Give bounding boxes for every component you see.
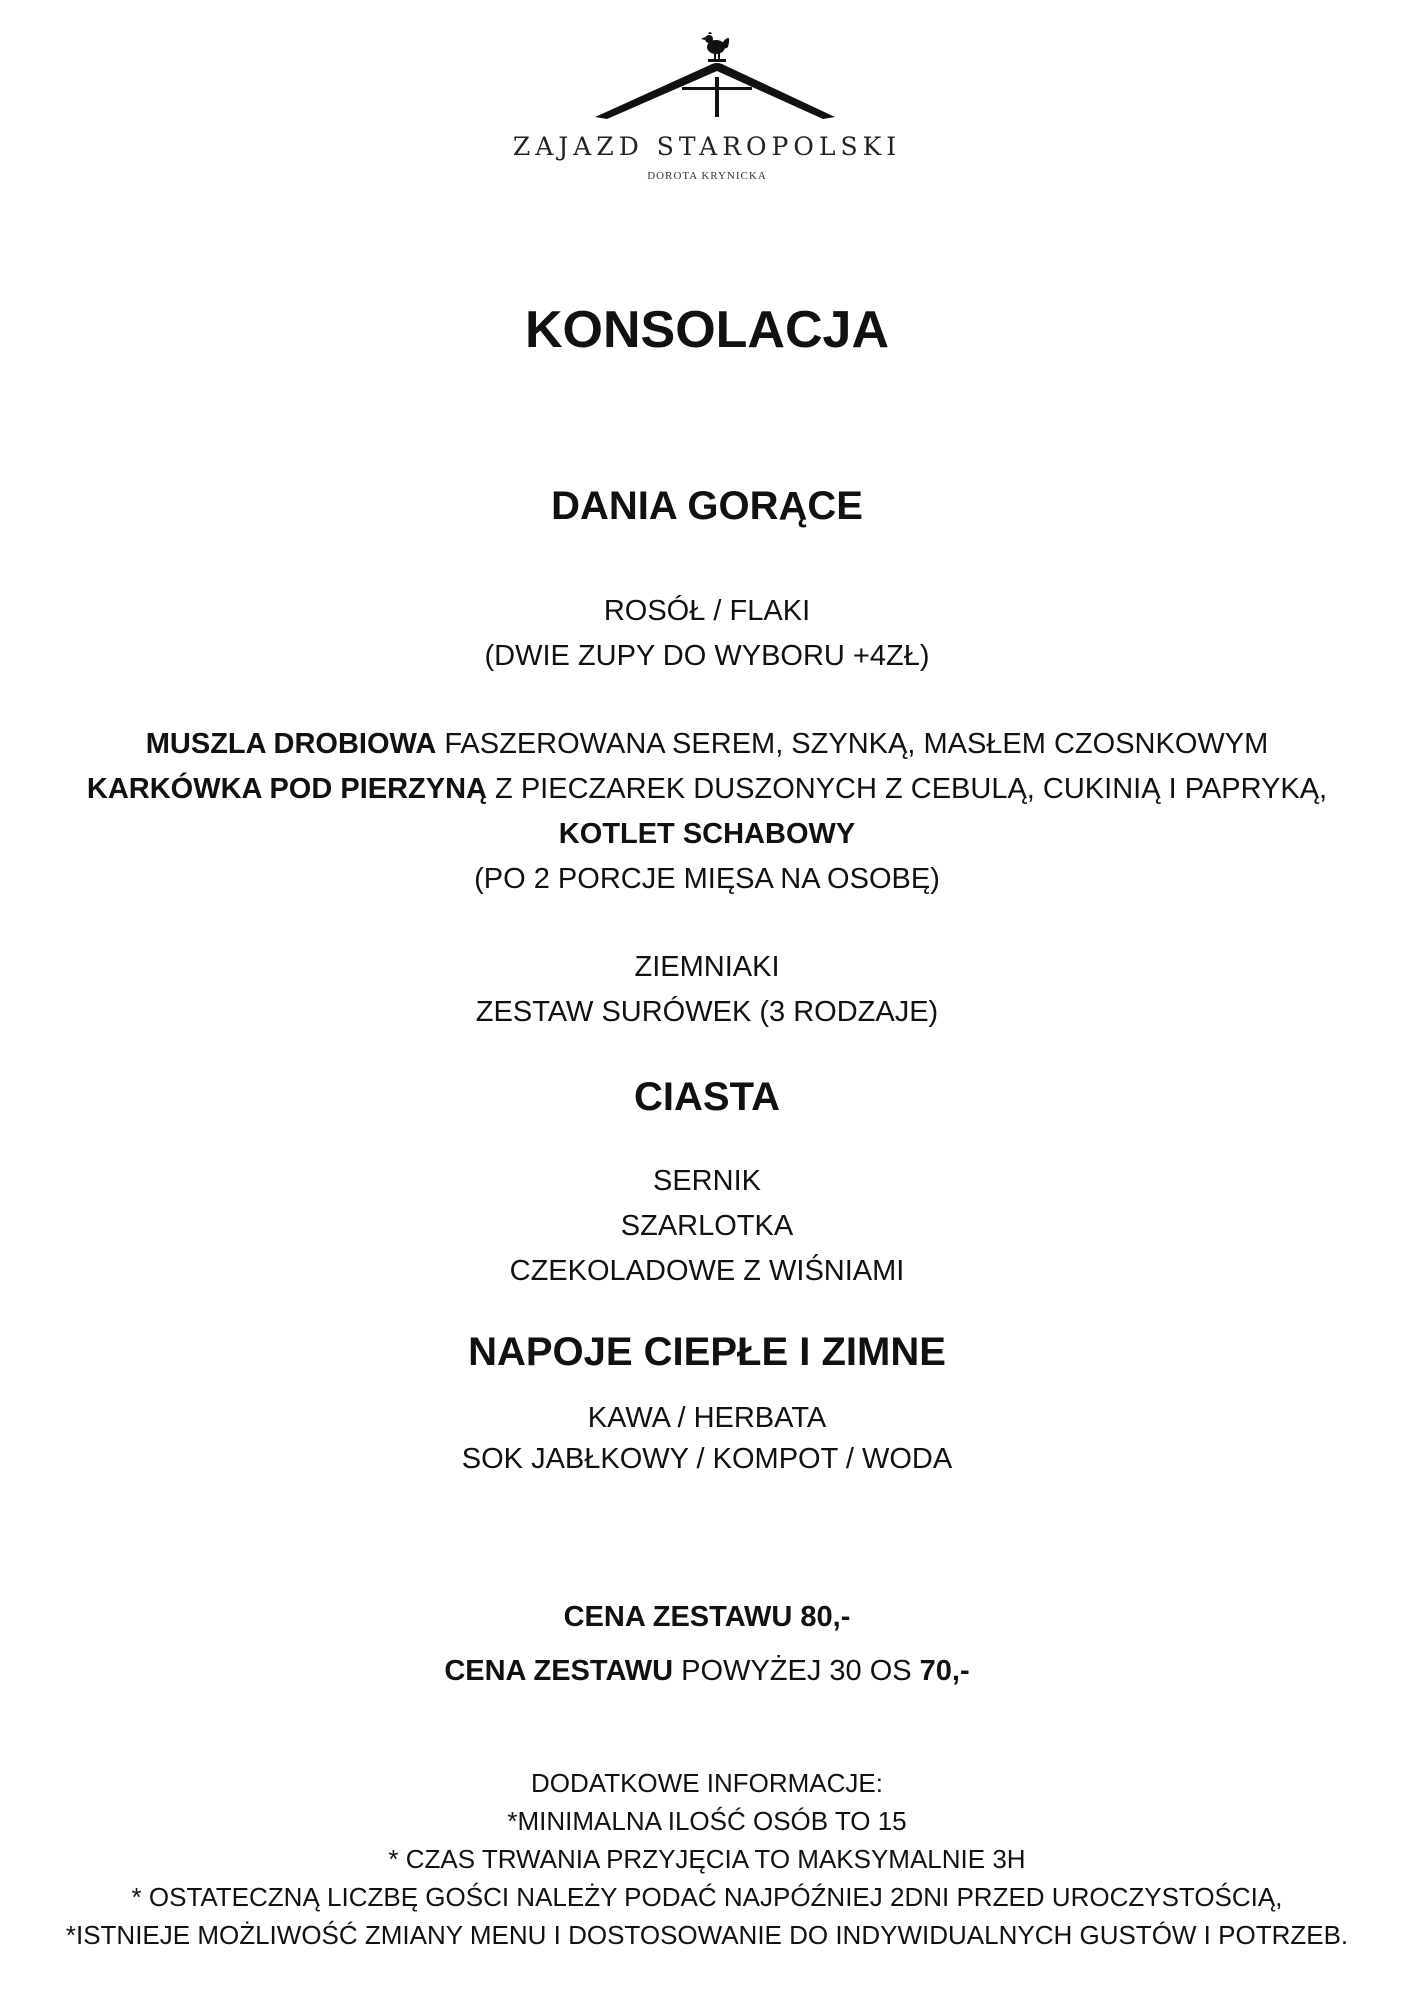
cake-item: SERNIK [653,1165,761,1197]
drinks-heading: NAPOJE CIEPŁE I ZIMNE [468,1330,946,1374]
price-line-1: CENA ZESTAWU 80,- [563,1601,851,1633]
side-dish-2: ZESTAW SURÓWEK (3 RODZAJE) [475,996,939,1028]
price-line-2 [0,1651,1414,1691]
soups-note: (DWIE ZUPY DO WYBORU +4ZŁ) [484,640,930,672]
drink-item: KAWA / HERBATA [587,1402,827,1434]
cake-item: CZEKOLADOWE Z WIŚNIAMI [509,1255,905,1287]
brand-owner: DOROTA KRYNICKA [647,170,767,182]
logo [0,20,1414,190]
info-item: *ISTNIEJE MOŻLIWOŚĆ ZMIANY MENU I DOSTOSOWANIE DO INDYWIDUALNYCH GUSTÓW I POTRZEB. [65,1920,1349,1950]
dish-line-1 [0,724,1414,764]
dish2-desc: Z PIECZAREK DUSZONYCH Z CEBULĄ, CUKINIĄ I PAPRYKĄ, [487,773,1328,805]
rooster-roof-icon [590,25,840,125]
dish-line-2 [0,769,1414,809]
price-line-2-label: CENA ZESTAWU [444,1655,674,1687]
dish1-desc: FASZEROWANA SEREM, SZYNKĄ, MASŁEM CZOSNKOWYM [436,728,1269,760]
drink-item: SOK JABŁKOWY / KOMPOT / WODA [461,1443,953,1475]
cake-item: SZARLOTKA [620,1210,794,1242]
info-heading: DODATKOWE INFORMACJE: [531,1768,883,1798]
price-line-2-middle: POWYŻEJ 30 OS [673,1655,920,1687]
soups-line: ROSÓŁ / FLAKI [603,595,811,627]
dish3-name: KOTLET SCHABOWY [558,818,856,850]
side-dish-1: ZIEMNIAKI [634,951,780,983]
info-item: * OSTATECZNĄ LICZBĘ GOŚCI NALEŻY PODAĆ NAJPÓŹNIEJ 2DNI PRZED UROCZYSTOŚCIĄ, [131,1882,1283,1912]
hot-dishes-heading: DANIA GORĄCE [551,484,863,528]
dish1-name: MUSZLA DROBIOWA [145,728,437,760]
price-line-2-price: 70,- [919,1655,970,1687]
cakes-heading: CIASTA [634,1075,780,1119]
dish2-name: KARKÓWKA POD PIERZYNĄ [86,773,487,805]
brand-name: ZAJAZD STAROPOLSKI [512,132,902,161]
portions-note: (PO 2 PORCJE MIĘSA NA OSOBĘ) [474,863,940,895]
page-title: KONSOLACJA [524,301,890,359]
info-item: *MINIMALNA ILOŚĆ OSÓB TO 15 [507,1806,907,1836]
info-item: * CZAS TRWANIA PRZYJĘCIA TO MAKSYMALNIE 3H [388,1844,1026,1874]
